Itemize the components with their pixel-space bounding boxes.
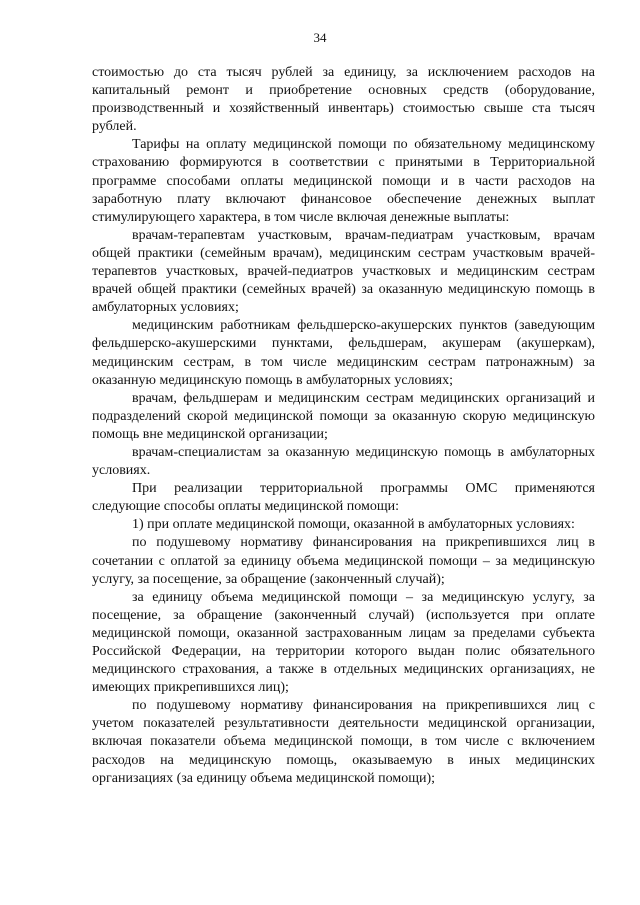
paragraph: стоимостью до ста тысяч рублей за единицу, за исключением расходов на капитальный ремонт и приобретение основных средств (оборудование, производственный и хозяйственный инвентарь) стоимостью свыше ста тысяч рублей. (92, 65, 595, 135)
paragraph: врачам-терапевтам участковым, врачам-педиатрам участковым, врачам общей практики (семейным врачам), медицинским сестрам участковым врачей-терапевтов участковых, врачей-педиатров участковых и медицинским сестрам врачей общей практики (семейных врачей) за оказанную медицинскую помощь в амбулаторных условиях; (92, 227, 595, 316)
document-body (92, 64, 595, 788)
paragraph: врачам, фельдшерам и медицинским сестрам медицинских организаций и подразделений скорой медицинской помощи за оказанную скорую медицинскую помощь вне медицинской организации; (92, 390, 595, 442)
page-number: 34 (313, 30, 327, 45)
paragraph: Тарифы на оплату медицинской помощи по обязательному медицинскому страхованию формируются в соответствии с принятыми в Территориальной программе способами оплаты медицинской помощи и в части расходов на заработную плату включают финансовое обеспечение денежных выплат стимулирующего характера, в том числе включая денежные выплаты: (92, 137, 595, 225)
paragraph: по подушевому нормативу финансирования на прикрепившихся лиц с учетом показателей результативности деятельности медицинской организации, включая показатели объема медицинской помощи, в том числе с включением расходов на медицинскую помощь, оказываемую в иных медицинских организациях (за единицу объема медицинской помощи); (92, 698, 595, 786)
paragraph: за единицу объема медицинской помощи – за медицинскую услугу, за посещение, за обращение (законченный случай) (используется при оплате медицинской помощи, оказанной застрахованным лицам за пределами субъекта Российской Федерации, на территории которого выдан полис обязательного медицинского страхования, а также в отдельных медицинских организациях, не имеющих прикрепившихся лиц); (92, 589, 595, 696)
paragraph: врачам-специалистам за оказанную медицинскую помощь в амбулаторных условиях. (92, 444, 595, 479)
paragraph: 1) при оплате медицинской помощи, оказанной в амбулаторных условиях: (132, 517, 575, 533)
paragraph: медицинским работникам фельдшерско-акушерских пунктов (заведующим фельдшерско-акушерскими пунктами, фельдшерам, акушерам (акушеркам), медицинским сестрам, в том числе медицинским сестрам патронажным) за оказанную медицинскую помощь в амбулаторных условиях; (92, 318, 595, 388)
paragraph: При реализации территориальной программы ОМС применяются следующие способы оплаты медицинской помощи: (92, 481, 595, 515)
paragraph: по подушевому нормативу финансирования на прикрепившихся лиц в сочетании с оплатой за единицу объема медицинской помощи – за медицинскую услугу, за посещение, за обращение (законченный случай); (92, 535, 595, 587)
